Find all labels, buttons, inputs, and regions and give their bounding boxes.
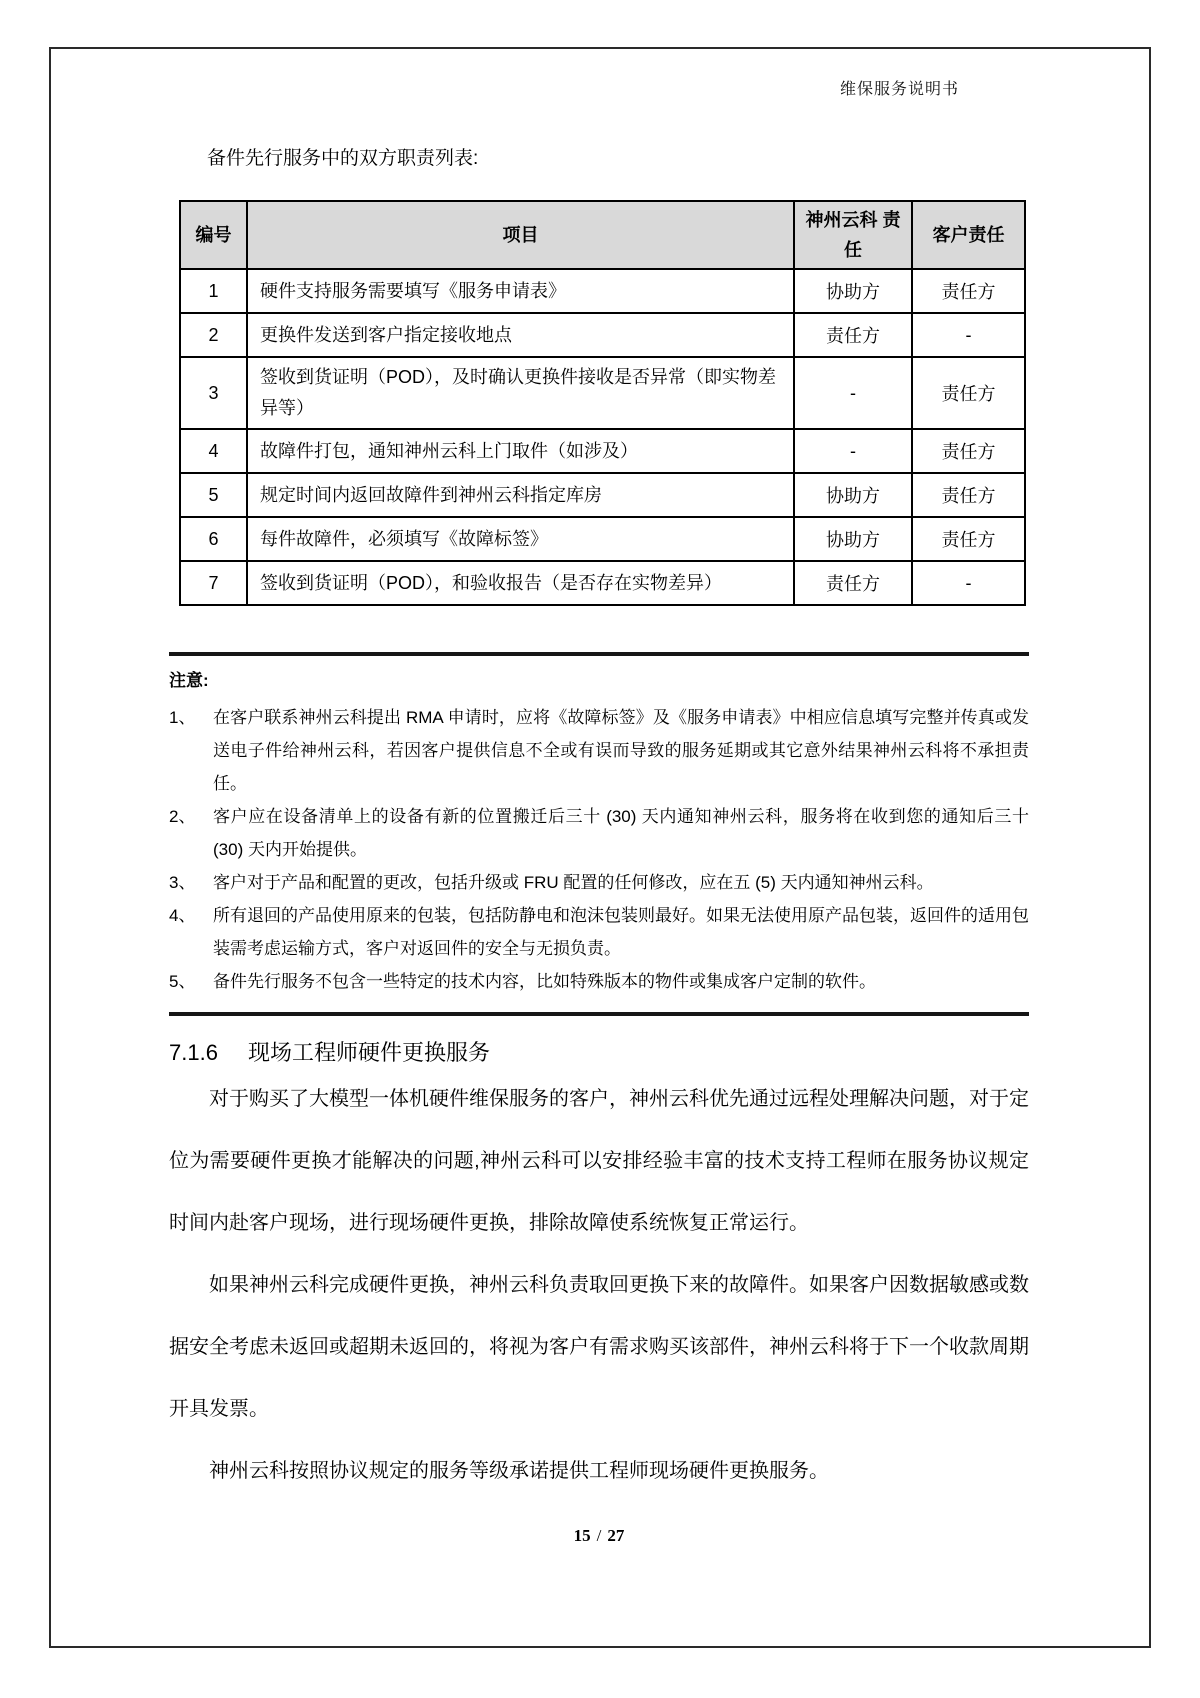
row-vendor: - — [794, 429, 912, 473]
row-no: 1 — [180, 269, 247, 313]
row-no: 5 — [180, 473, 247, 517]
list-item — [169, 701, 1029, 800]
row-customer: 责任方 — [912, 429, 1025, 473]
row-customer: 责任方 — [912, 357, 1025, 429]
section-divider-rule — [169, 652, 1029, 656]
row-item: 故障件打包，通知神州云科上门取件（如涉及） — [247, 429, 794, 473]
doc-header — [169, 49, 1029, 101]
col-header-customer: 客户责任 — [912, 201, 1025, 269]
table-row — [180, 517, 1025, 561]
note-text: 所有退回的产品使用原来的包装，包括防静电和泡沫包装则最好。如果无法使用原产品包装，返回件的适用包装需考虑运输方式，客户对返回件的安全与无损负责。 — [213, 906, 1029, 958]
row-item: 更换件发送到客户指定接收地点 — [247, 313, 794, 357]
document-page — [49, 47, 1151, 1648]
row-vendor: 协助方 — [794, 473, 912, 517]
body-paragraph: 对于购买了大模型一体机硬件维保服务的客户，神州云科优先通过远程处理解决问题，对于定位为需要硬件更换才能解决的问题,神州云科可以安排经验丰富的技术支持工程师在服务协议规定时间内赴客户现场，进行现场硬件更换，排除故障使系统恢复正常运行。 — [169, 1088, 1029, 1234]
row-no: 2 — [180, 313, 247, 357]
row-no: 6 — [180, 517, 247, 561]
row-customer: - — [912, 561, 1025, 605]
table-row — [180, 561, 1025, 605]
section-heading — [169, 1038, 1029, 1068]
list-item — [169, 899, 1029, 965]
table-row — [180, 473, 1025, 517]
note-text: 客户对于产品和配置的更改，包括升级或 FRU 配置的任何修改，应在五 (5) 天内通知神州云科。 — [213, 873, 934, 892]
row-customer: - — [912, 313, 1025, 357]
page-footer — [169, 1526, 1029, 1546]
row-vendor: 协助方 — [794, 269, 912, 313]
section-title: 现场工程师硬件更换服务 — [247, 1040, 490, 1065]
row-item: 每件故障件，必须填写《故障标签》 — [247, 517, 794, 561]
body-paragraph: 神州云科按照协议规定的服务等级承诺提供工程师现场硬件更换服务。 — [209, 1460, 829, 1482]
intro-line: 备件先行服务中的双方职责列表: — [207, 148, 479, 169]
row-item: 签收到货证明（POD），及时确认更换件接收是否异常（即实物差异等） — [247, 357, 794, 429]
note-text: 备件先行服务不包含一些特定的技术内容，比如特殊版本的物件或集成客户定制的软件。 — [213, 972, 876, 991]
row-customer: 责任方 — [912, 269, 1025, 313]
responsibility-table — [179, 200, 1026, 606]
row-no: 3 — [180, 357, 247, 429]
col-header-no: 编号 — [180, 201, 247, 269]
note-number: 5、 — [169, 972, 196, 991]
row-no: 7 — [180, 561, 247, 605]
row-customer: 责任方 — [912, 473, 1025, 517]
row-no: 4 — [180, 429, 247, 473]
page-number-separator: / — [596, 1526, 602, 1545]
section-number: 7.1.6 — [169, 1040, 218, 1065]
row-customer: 责任方 — [912, 517, 1025, 561]
page-number-total: 27 — [607, 1526, 625, 1545]
table-row — [180, 269, 1025, 313]
body-paragraph: 如果神州云科完成硬件更换，神州云科负责取回更换下来的故障件。如果客户因数据敏感或数据安全考虑未返回或超期未返回的，将视为客户有需求购买该部件，神州云科将于下一个收款周期开具发票。 — [169, 1274, 1029, 1420]
note-number: 1、 — [169, 708, 196, 727]
row-vendor: 责任方 — [794, 313, 912, 357]
list-item — [169, 965, 1029, 998]
row-vendor: 责任方 — [794, 561, 912, 605]
section-divider-rule — [169, 1012, 1029, 1016]
col-header-vendor: 神州云科 责任 — [794, 201, 912, 269]
note-number: 4、 — [169, 906, 196, 925]
notes-label: 注意: — [169, 671, 209, 690]
col-header-item: 项目 — [247, 201, 794, 269]
table-row — [180, 429, 1025, 473]
table-header-row — [180, 201, 1025, 269]
doc-header-title: 维保服务说明书 — [839, 81, 959, 98]
note-text: 在客户联系神州云科提出 RMA 申请时，应将《故障标签》及《服务申请表》中相应信息填写完整并传真或发送电子件给神州云科，若因客户提供信息不全或有误而导致的服务延期或其它意外结果神州云科将不承担责任。 — [213, 708, 1029, 793]
list-item — [169, 800, 1029, 866]
row-vendor: 协助方 — [794, 517, 912, 561]
note-number: 2、 — [169, 807, 196, 826]
list-item — [169, 866, 1029, 899]
row-item: 签收到货证明（POD），和验收报告（是否存在实物差异） — [247, 561, 794, 605]
note-text: 客户应在设备清单上的设备有新的位置搬迁后三十 (30) 天内通知神州云科，服务将在收到您的通知后三十 (30) 天内开始提供。 — [213, 807, 1029, 859]
table-row — [180, 357, 1025, 429]
row-item: 规定时间内返回故障件到神州云科指定库房 — [247, 473, 794, 517]
notes-list — [169, 701, 1029, 998]
note-number: 3、 — [169, 873, 196, 892]
table-row — [180, 313, 1025, 357]
row-item: 硬件支持服务需要填写《服务申请表》 — [247, 269, 794, 313]
row-vendor: - — [794, 357, 912, 429]
page-number-current: 15 — [573, 1526, 591, 1545]
